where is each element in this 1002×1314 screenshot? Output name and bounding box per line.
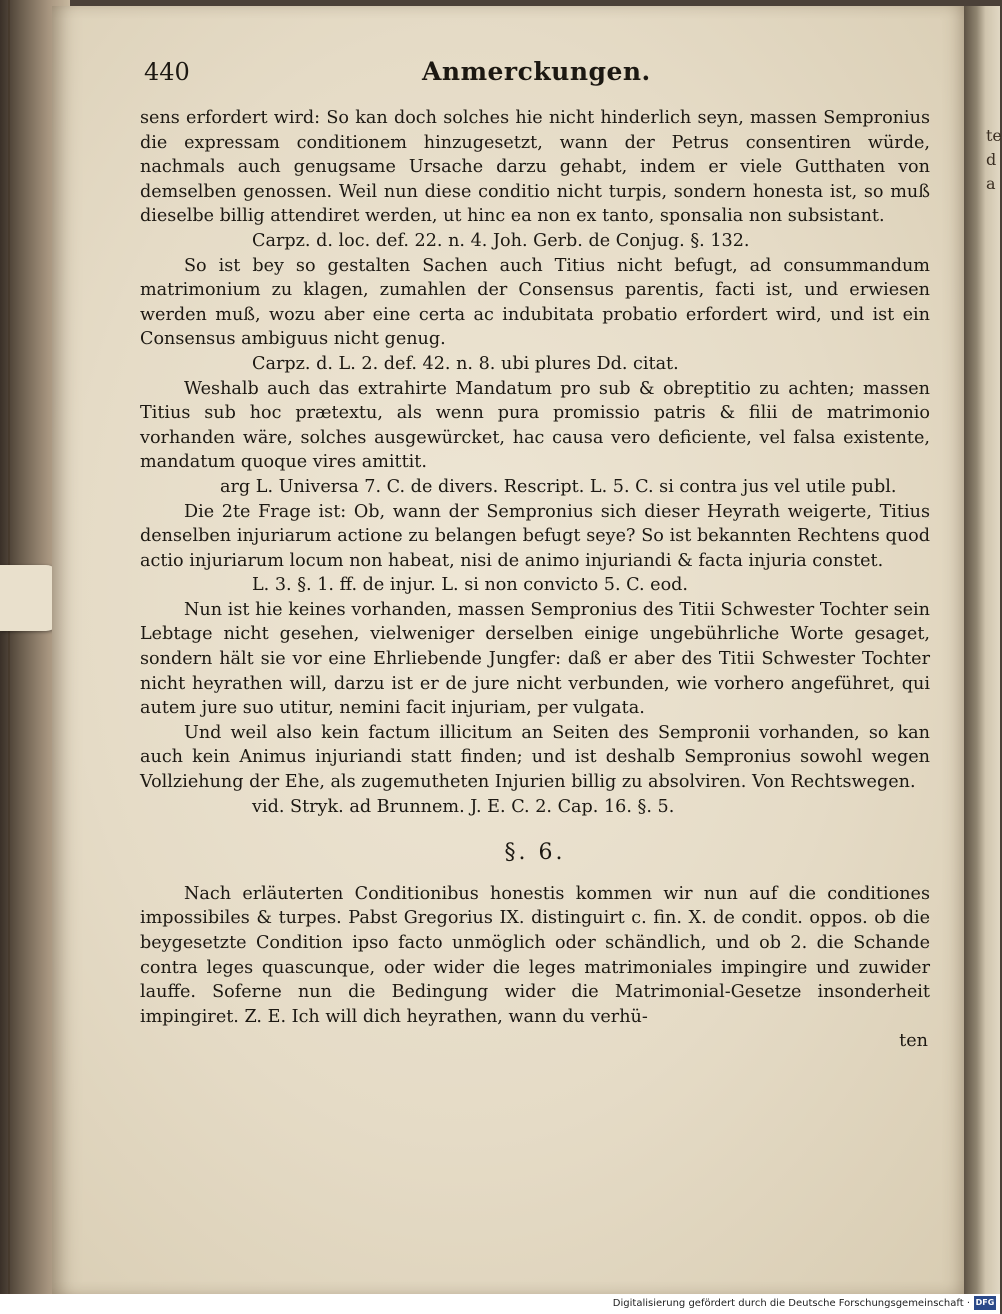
page-header xyxy=(140,56,930,106)
citation-3: arg L. Universa 7. C. de divers. Rescript. L. 5. C. si contra jus vel utile publ. xyxy=(220,476,897,497)
page-text xyxy=(140,56,930,1054)
margin-fragment-1: te xyxy=(986,126,1002,145)
paragraph-3: Weshalb auch das extrahirte Mandatum pro sub & obreptitio zu achten; massen Titius sub hoc prætextu, als wenn pura promissio patris & filii de matrimonio vorhanden wäre, solches ausgewürcket, hac causa vero deficiente, vel falsa existente, mandatum quoque vires amittit. xyxy=(140,378,930,473)
paragraph-1: sens erfordert wird: So kan doch solches hie nicht hinderlich seyn, massen Sempronius die expressam conditionem hinzugesetzt, wann der Petrus consentiren würde, nachmals auch genugsame Ursache darzu gehabt, indem er viele Gutthaten von demselben genossen. Weil nun diese conditio nicht turpis, sondern honesta ist, so muß dieselbe billig attendiret werden, ut hinc ea non ex tanto, sponsalia non subsistant. xyxy=(140,108,930,227)
section-heading: §. 6. xyxy=(504,840,566,866)
margin-fragment-2: d xyxy=(986,150,997,169)
citation-4: L. 3. §. 1. ff. de injur. L. si non convicto 5. C. eod. xyxy=(252,575,689,596)
catchword: ten xyxy=(899,1031,928,1052)
paragraph-7: Nach erläuterten Conditionibus honestis kommen wir nun auf die conditiones impossibiles & turpes. Pabst Gregorius IX. distinguirt c. fin. X. de condit. oppos. ob die beygesetzte Condition ipso facto unmöglich oder schändlich, und ob 2. die Schande contra leges quascunque, oder wider die leges matrimoniales impingire und zuwider lauffe. Soferne nun die Bedingung wider die Matrimonial-Gesetze insonderheit impingiret. Z. E. Ich will dich heyrathen, wann du verhü- xyxy=(140,883,930,1027)
citation-1: Carpz. d. loc. def. 22. n. 4. Joh. Gerb. de Conjug. §. 132. xyxy=(252,230,750,251)
footer-credit: Digitalisierung gefördert durch die Deutsche Forschungsgemeinschaft · xyxy=(612,1298,970,1309)
paragraph-5: Nun ist hie keines vorhanden, massen Sempronius des Titii Schwester Tochter sein Lebtage nicht gesehen, vielweniger derselben einige ungebührliche Worte gesaget, sondern hält sie vor eine Ehrliebende Jungfer: daß er aber des Titii Schwester Tochter nicht heyrathen will, darzu ist er de jure nicht verbunden, wie vorhero angeführet, qui autem jure suo utitur, nemini facit injuriam, per vulgata. xyxy=(140,599,930,719)
citation-2: Carpz. d. L. 2. def. 42. n. 8. ubi plures Dd. citat. xyxy=(252,353,679,374)
paragraph-6: Und weil also kein factum illicitum an Seiten des Sempronii vorhanden, so kan auch kein Animus injuriandi statt finden; und ist deshalb Sempronius sowohl wegen Vollziehung der Ehe, als zugemutheten Injurien billig zu absolviren. Von Rechtswegen. xyxy=(140,722,930,793)
page-tab-marker xyxy=(0,565,60,631)
next-page-edge xyxy=(964,6,1000,1294)
citation-5: vid. Stryk. ad Brunnem. J. E. C. 2. Cap. 16. §. 5. xyxy=(252,796,675,817)
margin-fragment-3: a xyxy=(986,174,996,193)
paragraph-4: Die 2te Frage ist: Ob, wann der Sempronius sich dieser Heyrath weigerte, Titius denselben injuriarum actione zu belangen befugt seye? So ist bekannten Rechtens quod actio injuriarum locum non habeat, nisi de animo injuriandi & facta injuria constet. xyxy=(140,501,930,571)
dfg-logo-icon: DFG xyxy=(974,1296,996,1310)
page-number: 440 xyxy=(144,58,190,86)
running-head: Anmerckungen. xyxy=(422,57,651,86)
paragraph-2: So ist bey so gestalten Sachen auch Titius nicht befugt, ad consummandum matrimonium zu klagen, zumahlen der Consensus parentis, facti ist, und erwiesen werden muß, wozu aber eine certa ac indubitata probatio erfordert wird, und ist ein Consensus ambiguus nicht genug. xyxy=(140,255,930,350)
